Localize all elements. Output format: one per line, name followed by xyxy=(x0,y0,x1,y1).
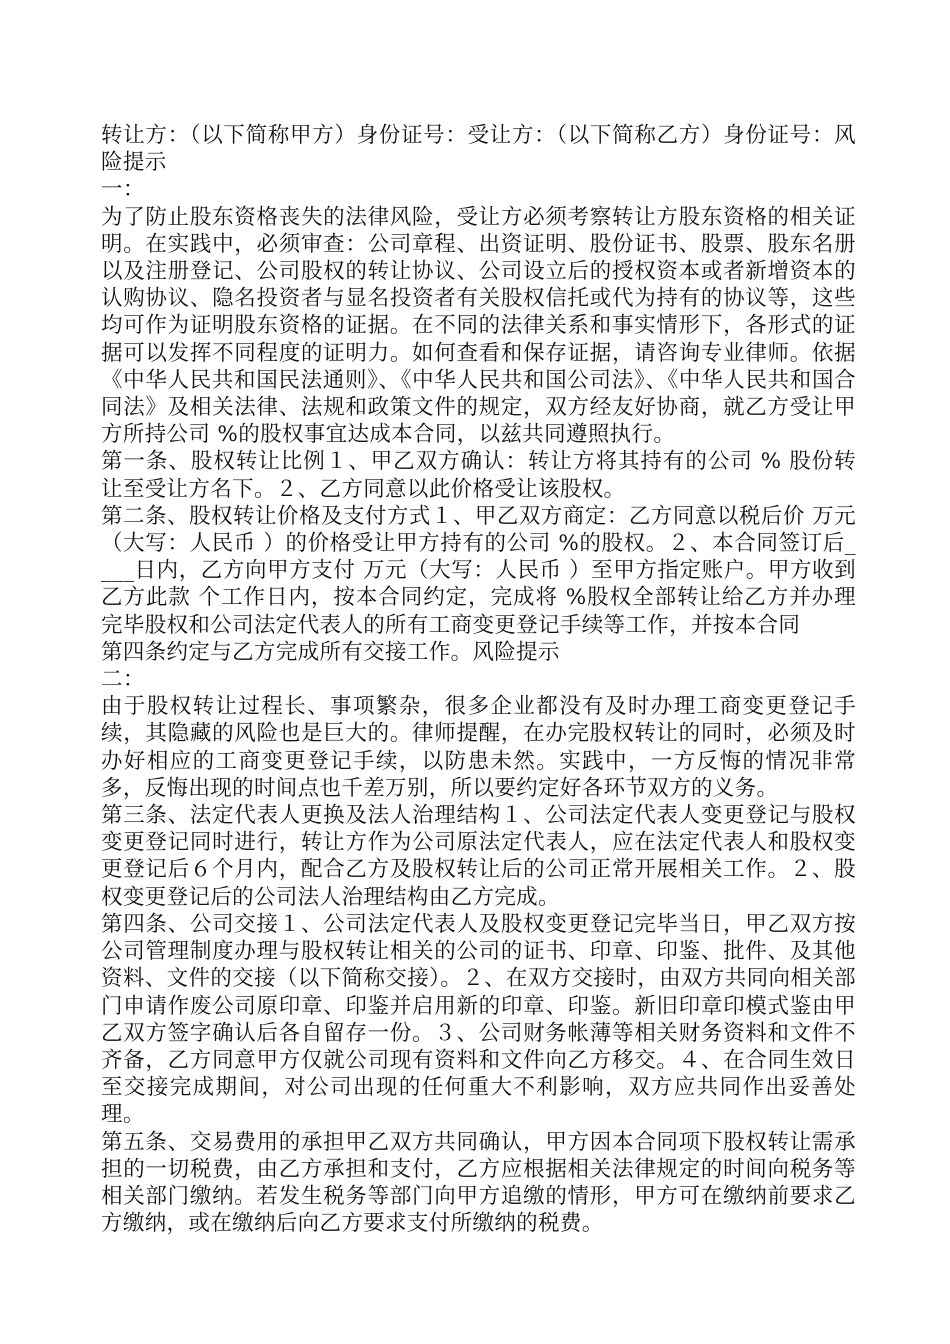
article-four-note-paragraph: 第四条约定与乙方完成所有交接工作。风险提示 xyxy=(101,639,560,665)
article-four-paragraph: 第四条、公司交接１、公司法定代表人及股权变更登记完毕当日，甲乙双方按公司管理制度办理与股权转让相关的公司的证书、印章、印鉴、批件、及其他资料、文件的交接（以下简称交接）。２、在双方交接时，由双方共同向相关部门申请作废公司原印章、印鉴并启用新的印章、印鉴。新旧印章印模式鉴由甲乙双方签字确认后各自留存一份。３、公司财务帐薄等相关财务资料和文件不齐备，乙方同意甲方仅就公司现有资料和文件向乙方移交。４、在合同生效日至交接完成期间，对公司出现的任何重大不利影响，双方应共同作出妥善处理。 xyxy=(101,911,856,1128)
risk-note-paragraph: 为了防止股东资格丧失的法律风险，受让方必须考察转让方股东资格的相关证明。在实践中，必须审查：公司章程、出资证明、股份证书、股票、股东名册以及注册登记、公司股权的转让协议、公司设立后的授权资本或者新增资本的认购协议、隐名投资者与显名投资者有关股权信托或代为持有的协议等，这些均可作为证明股东资格的证据。在不同的法律关系和事实情形下，各形式的证据可以发挥不同程度的证明力。如何查看和保存证据，请咨询专业律师。依据《中华人民共和国民法通则》、《中华人民共和国公司法》、《中华人民共和国合同法》及相关法律、法规和政策文件的规定，双方经友好协商，就乙方受让甲方所持公司 %的股权事宜达成本合同，以兹共同遵照执行。 xyxy=(101,204,856,448)
article-one-paragraph: 第一条、股权转让比例１、甲乙双方确认：转让方将其持有的公司 % 股份转让至受让方名下。２、乙方同意以此价格受让该股权。 xyxy=(101,449,856,502)
article-two-paragraph: 第二条、股权转让价格及支付方式１、甲乙双方商定：乙方同意以税后价 万元（大写：人民币 ）的价格受让甲方持有的公司 %的股权。２、本合同签订后____日内，乙方向甲方支付 万元（大写：人民币 ）至甲方指定账户。甲方收到乙方此款 个工作日内，按本合同约定，完成将 %股权全部转让给乙方并办理完毕股权和公司法定代表人的所有工商变更登记手续等工作，并按本合同 xyxy=(101,503,856,638)
article-five-paragraph: 第五条、交易费用的承担甲乙双方共同确认，甲方因本合同项下股权转让需承担的一切税费，由乙方承担和支付，乙方应根据相关法律规定的时间向税务等相关部门缴纳。若发生税务等部门向甲方追缴的情形，甲方可在缴纳前要求乙方缴纳，或在缴纳后向乙方要求支付所缴纳的税费。 xyxy=(101,1129,856,1237)
risk-note-two-paragraph: 由于股权转让过程长、事项繁杂，很多企业都没有及时办理工商变更登记手续，其隐藏的风险也是巨大的。律师提醒，在办完股权转让的同时，必须及时办好相应的工商变更登记手续，以防患未然。实践中，一方反悔的情况非常多，反悔出现的时间点也千差万别，所以要约定好各环节双方的义务。 xyxy=(101,694,856,801)
document-body xyxy=(101,122,856,1237)
section-heading-one: 一： xyxy=(101,177,145,203)
parties-paragraph: 转让方：（以下简称甲方）身份证号：受让方：（以下简称乙方）身份证号：风险提示 xyxy=(101,123,856,176)
section-heading-two: 二： xyxy=(101,667,145,693)
article-three-paragraph: 第三条、法定代表人更换及法人治理结构１、公司法定代表人变更登记与股权变更登记同时进行，转让方作为公司原法定代表人，应在法定代表人和股权变更登记后６个月内，配合乙方及股权转让后的公司正常开展相关工作。２、股权变更登记后的公司法人治理结构由乙方完成。 xyxy=(101,803,856,910)
